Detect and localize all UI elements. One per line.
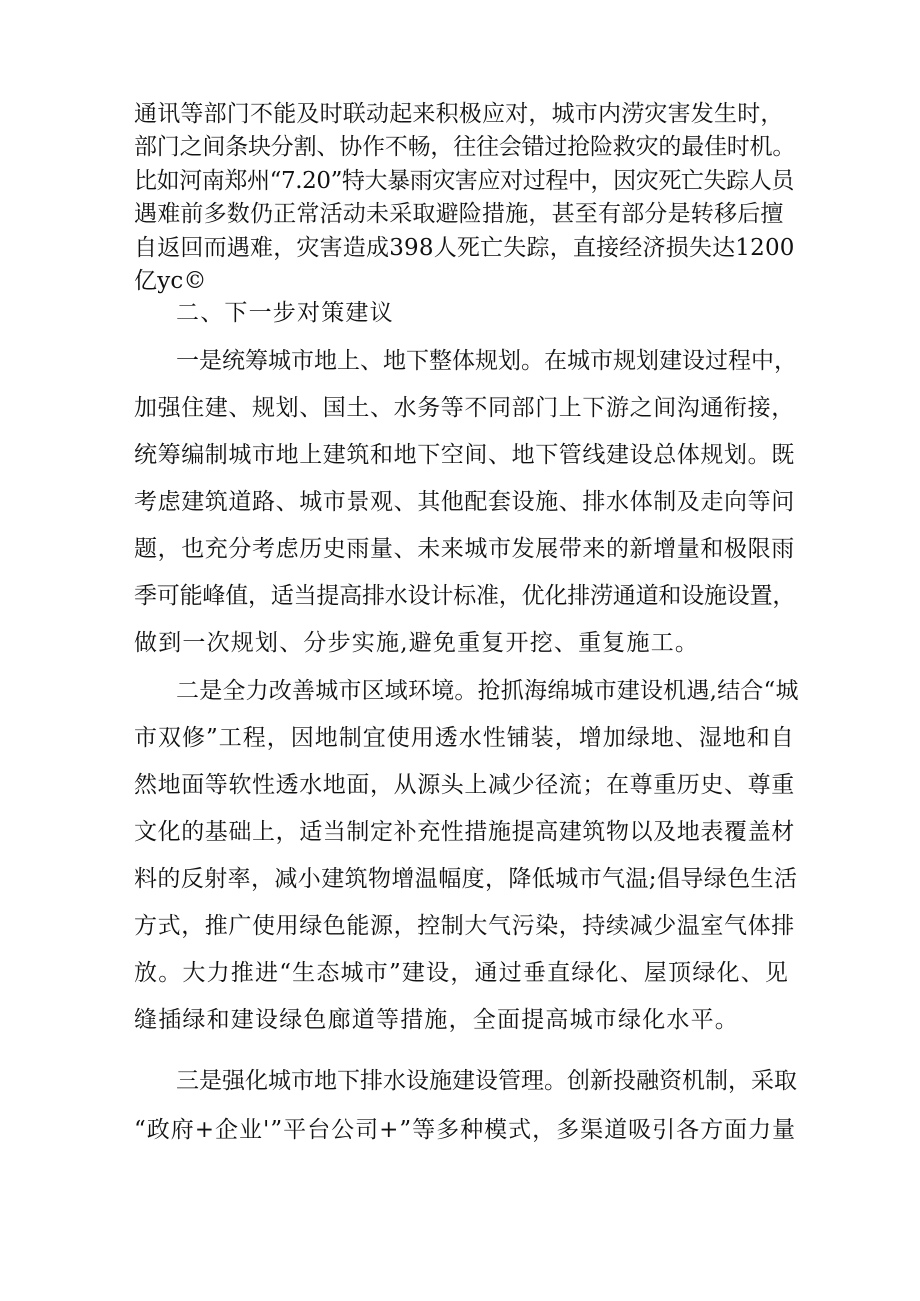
text-line: 做到一次规划、分步实施,避免重复开挖、重复施工。 [134,630,700,656]
text-line: 料的反射率，减小建筑物增温幅度，降低城市气温;倡导绿色生活 [134,866,798,892]
text-line: 考虑建筑道路、城市景观、其他配套设施、排水体制及走向等问 [134,489,795,515]
text-line: 通讯等部门不能及时联动起来积极应对，城市内涝灾害发生时， [134,101,784,127]
section-heading: 二、下一步对策建议 [176,300,394,326]
text-line: 比如河南郑州“7.20”特大暴雨灾害应对过程中，因灾死亡失踪人员 [134,168,794,194]
text-line: 季可能峰值，适当提高排水设计标准，优化排涝通道和设施设置， [134,583,796,609]
text-line: “政府+企业'”平台公司+”等多种模式，多渠道吸引各方面力量 [134,1117,797,1143]
text-line: 市双修”工程，因地制宜使用透水性铺装，增加绿地、湿地和自 [134,725,795,751]
text-line: 缝插绿和建设绿色廊道等措施，全面提高城市绿化水平。 [134,1007,739,1033]
text-line: 文化的基础上，适当制定补充性措施提高建筑物以及地表覆盖材 [134,819,795,845]
text-line: 然地面等软性透水地面，从源头上减少径流；在尊重历史、尊重 [134,772,795,798]
text-line: 方式，推广使用绿色能源，控制大气污染，持续减少温室气体排 [134,913,795,939]
text-line: 统筹编制城市地上建筑和地下空间、地下管线建设总体规划。既 [134,442,795,468]
text-line: 亿yc© [134,268,207,294]
text-line: 一是统筹城市地上、地下整体规划。在城市规划建设过程中， [176,348,797,374]
text-line: 遇难前多数仍正常活动未采取避险措施，甚至有部分是转移后擅 [134,201,784,227]
text-line: 部门之间条块分割、协作不畅，往往会错过抢险救灾的最佳时机。 [134,134,796,160]
text-line: 放。大力推进“生态城市”建设，通过垂直绿化、屋顶绿化、见 [134,960,790,986]
text-line: 加强住建、规划、国土、水务等不同部门上下游之间沟通衔接， [134,395,795,421]
text-line: 自返回而遇难，灾害造成398人死亡失踪，直接经济损失达1200 [134,235,795,261]
text-line: 二是全力改善城市区域环境。抢抓海绵城市建设机遇,结合“城 [176,678,799,704]
text-line: 三是强化城市地下排水设施建设管理。创新投融资机制，采取 [176,1068,797,1094]
text-line: 题，也充分考虑历史雨量、未来城市发展带来的新增量和极限雨 [134,536,795,562]
